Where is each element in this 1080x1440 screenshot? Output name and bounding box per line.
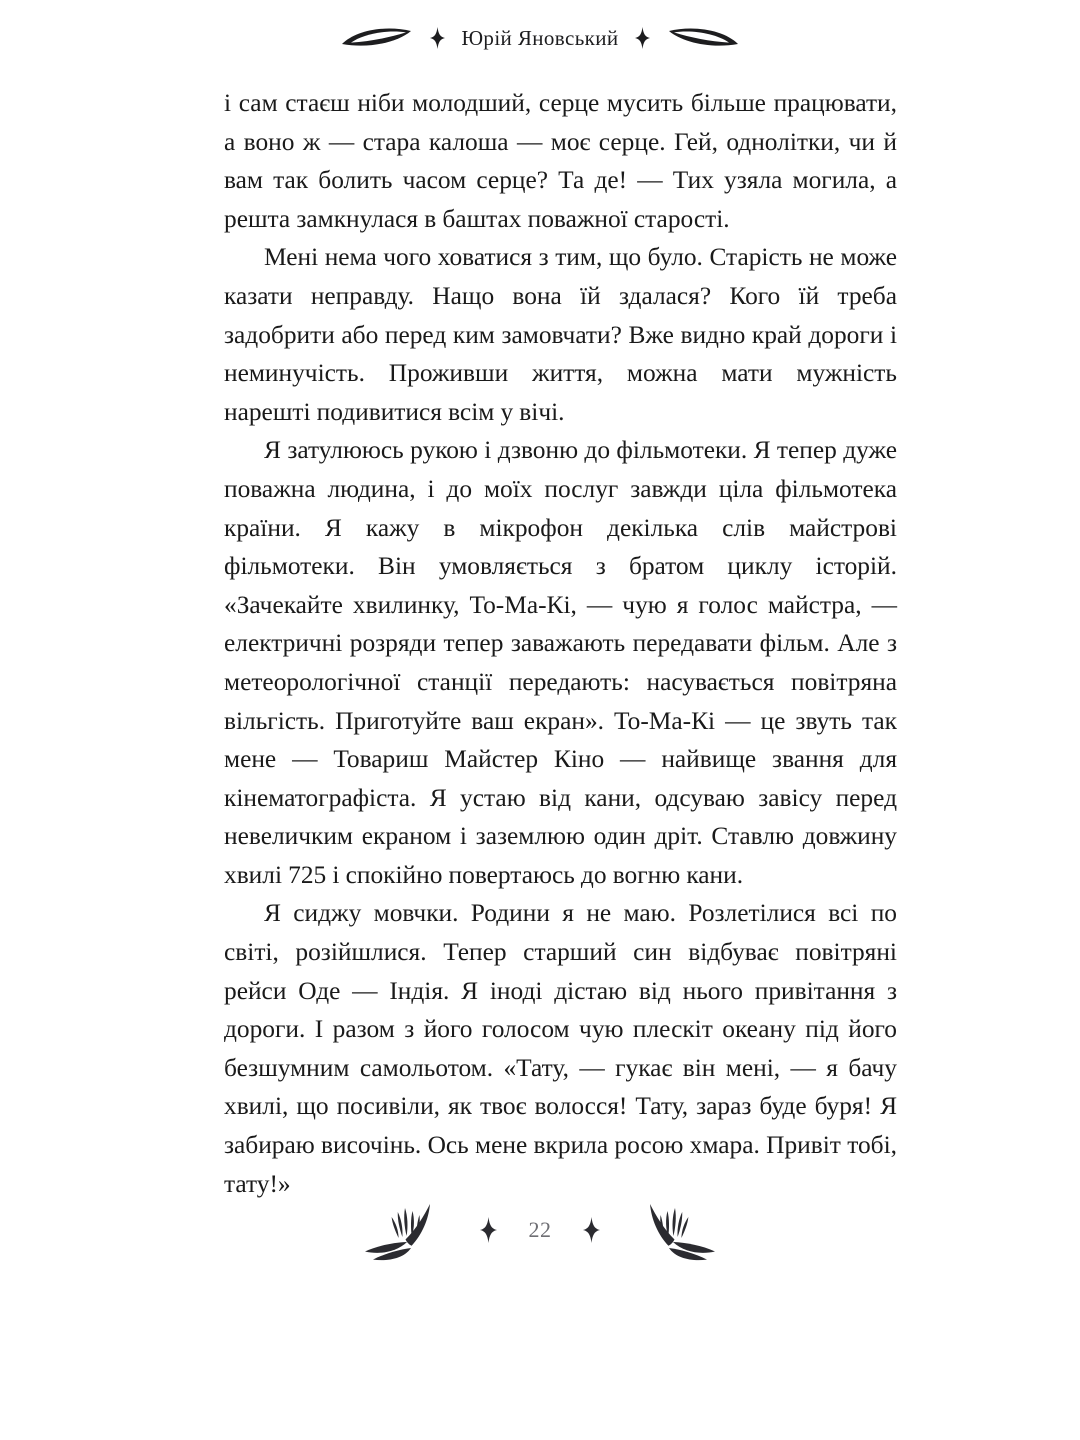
running-head-author: Юрій Яновський — [461, 25, 619, 50]
page-number: 22 — [528, 1217, 552, 1242]
page-footer — [0, 1192, 1080, 1268]
running-head — [0, 16, 1080, 60]
body-text-column — [224, 84, 897, 1203]
leaf-flourish-icon — [666, 25, 740, 51]
leaf-flourish-icon — [340, 25, 414, 51]
floral-sprig-icon — [358, 1198, 454, 1262]
diamond-icon — [480, 1217, 497, 1243]
paragraph-3: Я затулююсь рукою і дзвоню до фільмотеки. Я тепер дуже поважна людина, і до моїх послуг завжди ціла фільмотека країни. Я кажу в мікрофон декілька слів майстрові фільмотеки. Він умовляється з братом циклу історій. «Зачекайте хвилинку, То-Ма-Кі, — чую я голос майстра, — електричні розряди тепер заважають передавати фільм. Але з метеорологічної станції передають: насувається повітряна вільгість. Приготуйте ваш екран». То-Ма-Кі — це звуть так мене — Товариш Майстер Кіно — найвище звання для кінематографіста. Я устаю від кани, одсуваю завісу перед невеличким екраном і заземлюю один дріт. Ставлю довжину хвилі 725 і спокійно повертаюсь до вогню кани. — [224, 436, 897, 889]
diamond-icon — [583, 1217, 600, 1243]
diamond-icon — [430, 27, 445, 49]
diamond-icon — [635, 27, 650, 49]
paragraph-2: Мені нема чого ховатися з тим, що було. Старість не може казати неправду. Нащо вона їй здалася? Кого їй треба задобрити або перед ким замовчати? Вже видно край дороги і неминучість. Проживши життя, можна мати мужність нарешті подивитися всім у вічі. — [224, 243, 897, 426]
paragraph-1: і сам стаєш ніби молодший, серце мусить більше працювати, а воно ж — стара калоша — моє серце. Гей, однолітки, чи й вам так болить часом серце? Та де! — Тих узяла могила, а решта замкнулася в баштах поважної старості. — [224, 89, 897, 233]
paragraph-4: Я сиджу мовчки. Родини я не маю. Розлетілися всі по світі, розійшлися. Тепер старший син відбуває повітряні рейси Оде — Індія. Я іноді дістаю від нього привітання з дороги. І разом з його голосом чую плескіт океану під його безшумним самольотом. «Тату, — гукає він мені, — я бачу хвилі, що посивіли, як твоє волосся! Тату, зараз буде буря! Я забираю височінь. Ось мене вкрила росою хмара. Привіт тобі, тату!» — [224, 899, 897, 1198]
floral-sprig-icon — [626, 1198, 722, 1262]
